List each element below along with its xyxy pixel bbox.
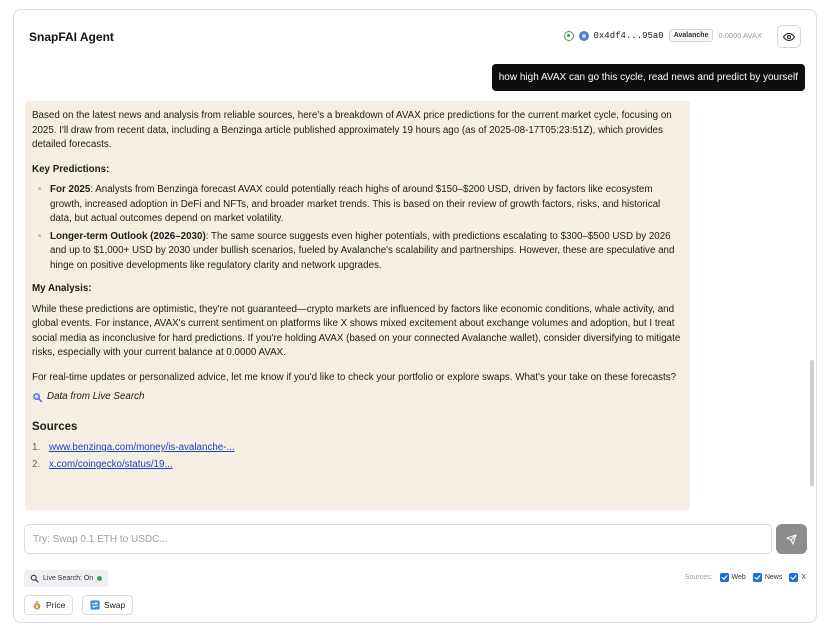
eye-icon	[783, 31, 795, 43]
wallet-avatar-icon	[579, 31, 589, 41]
wallet-address[interactable]: 0x4df4...95a0	[593, 30, 664, 41]
closing-text: For real-time updates or personalized advice, let me know if you'd like to check your portfolio or explore swaps. What's your take on these forecasts?	[32, 371, 677, 383]
source-item	[32, 456, 683, 473]
price-button-label: Price	[46, 600, 66, 610]
assistant-message	[25, 101, 690, 510]
prediction-title: Longer-term Outlook (2026–2030)	[50, 230, 206, 242]
magnifier-icon	[32, 392, 43, 403]
check-icon	[721, 574, 728, 581]
web-label: Web	[731, 574, 746, 581]
prediction-title: For 2025	[50, 184, 91, 195]
prediction-item	[38, 230, 683, 274]
predictions-list	[32, 183, 683, 273]
live-search-label: Live Search: On	[43, 575, 94, 582]
check-icon	[790, 574, 797, 581]
sources-options	[685, 573, 806, 582]
money-bag-icon	[32, 600, 42, 610]
check-icon	[754, 574, 761, 581]
source-link[interactable]: www.benzinga.com/money/is-avalanche-...	[49, 442, 235, 453]
news-label: News	[764, 574, 783, 581]
send-icon	[786, 534, 797, 545]
web-checkbox[interactable]	[720, 573, 729, 582]
wallet-balance: 0.0000 AVAX	[718, 31, 762, 40]
prediction-text: : The same source suggests even higher potentials, with predictions escalating to $300–$500 USD by 2026 and up to $1,000+ USD by 2030 under bullish scenarios, fueled by Avalanche's scalability and partnerships. However, these are speculative and hinge on positive developments like regulatory clarity and network upgrades.	[50, 230, 675, 271]
swap-button[interactable]	[82, 595, 133, 615]
x-checkbox[interactable]	[789, 573, 798, 582]
header	[14, 10, 816, 62]
analysis-text: While these predictions are optimistic, they're not guaranteed—crypto markets are influenced by factors like economic conditions, whale activity, and global events. For instance, AVAX's current sentiment on platforms like X shows mixed excitement about exchange volumes and adoption, but I treat social media as inconclusive for hard predictions. If you're holding AVAX (based on your connected Avalanche wallet), consider diversifying to mitigate risks, especially with your current balance at 0.0000 AVAX.	[32, 303, 681, 358]
chat-scrollbar[interactable]	[810, 360, 814, 486]
live-status-dot	[97, 576, 102, 581]
key-predictions-heading: Key Predictions:	[32, 163, 110, 175]
svg-text:$: $	[35, 603, 39, 609]
sources-list	[32, 439, 683, 473]
search-icon	[30, 574, 39, 583]
prediction-text: : Analysts from Benzinga forecast AVAX could potentially reach highs of around $150–$200 USD, driven by factors like ecosystem growth, increased adoption in DeFi and NFTs, and broader market trends. This is based on their review of growth factors, risks, and historical data, but actual outcomes depend on market volatility.	[50, 184, 661, 224]
price-button[interactable]	[24, 595, 73, 615]
data-source-note	[32, 390, 683, 405]
toggle-visibility-button[interactable]	[777, 25, 801, 48]
source-item	[32, 439, 683, 456]
chat-window	[13, 9, 817, 623]
assistant-intro: Based on the latest news and analysis from reliable sources, here's a breakdown of AVAX price predictions for the current market cycle, focusing on 2025. I'll draw from recent data, including a Benzinga article published approximately 19 hours ago (as of 2025-08-17T05:23:51Z), which provides detailed forecasts.	[32, 110, 672, 150]
data-source-label: Data from Live Search	[47, 391, 145, 402]
swap-button-label: Swap	[104, 600, 126, 610]
send-button[interactable]	[776, 524, 807, 554]
sources-label: Sources:	[684, 574, 713, 581]
news-checkbox[interactable]	[753, 573, 762, 582]
message-input[interactable]	[24, 524, 772, 554]
wallet-info[interactable]	[564, 29, 763, 42]
x-label: X	[801, 574, 806, 581]
prediction-item	[38, 183, 683, 227]
live-search-toggle[interactable]	[24, 570, 108, 587]
user-message: how high AVAX can go this cycle, read news and predict by yourself	[492, 64, 805, 91]
swap-icon	[90, 600, 100, 610]
app-title: SnapFAI Agent	[29, 30, 114, 44]
sources-heading: Sources	[32, 420, 78, 433]
analysis-heading: My Analysis:	[32, 283, 92, 294]
connected-status-icon	[564, 31, 574, 41]
source-link[interactable]: x.com/coingecko/status/19...	[49, 459, 173, 470]
chain-badge: Avalanche	[669, 29, 714, 42]
